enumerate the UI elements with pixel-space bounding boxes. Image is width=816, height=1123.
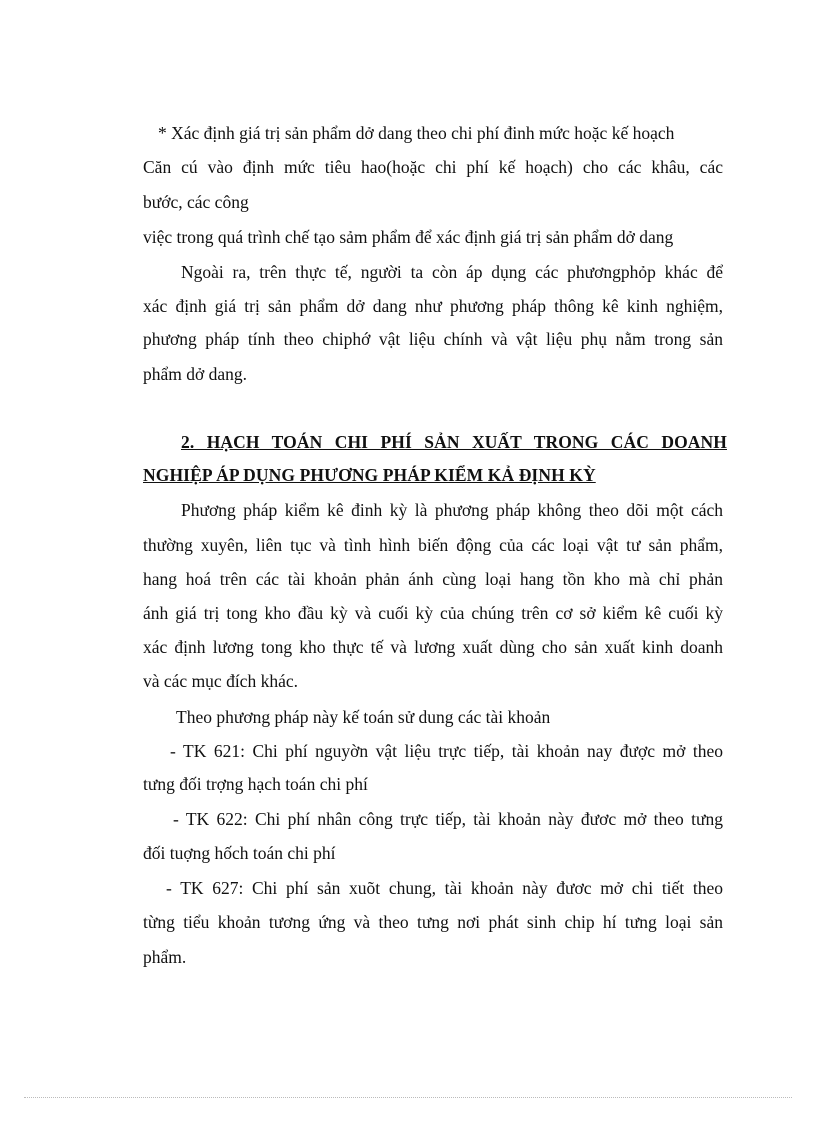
tk627-line-3: phẩm.	[143, 947, 187, 967]
page-footer-divider	[24, 1097, 792, 1098]
tk621-line-1: - TK 621: Chi phí nguyờn vật liệu trực tiếp, tài khoản nay được mở theo	[170, 741, 723, 761]
intro-line-3: bước, các công	[143, 192, 249, 212]
para1-line-2: xác định giá trị sản phẩm dở dang như phương pháp thông kê kinh nghiệm,	[143, 296, 723, 316]
para2-line-4: ánh giá trị tong kho đầu kỳ và cuối kỳ của chúng trên cơ sở kiểm kê cuối kỳ	[143, 603, 723, 623]
intro-line-4: việc trong quá trình chế tạo sảm phẩm để xác định giá trị sản phẩm dở dang	[143, 227, 674, 247]
tk622-line-2: đối tuợng hốch toán chi phí	[143, 843, 336, 863]
tk621-line-2: tưng đối trợng hạch toán chi phí	[143, 774, 368, 794]
section-heading-line-2: NGHIỆP ÁP DỤNG PHƯƠNG PHÁP KIỂM KẢ ĐỊNH KỲ	[143, 465, 596, 485]
para1-line-4: phẩm dở dang.	[143, 364, 248, 384]
tk627-line-2: từng tiểu khoản tương ứng và theo tưng nơi phát sinh chip hí tưng loại sản	[143, 912, 723, 932]
para2-line-5: xác định lương tong kho thực tế và lương xuất dùng cho sản xuất kinh doanh	[143, 637, 723, 657]
para2-line-1: Phương pháp kiểm kê đinh kỳ là phương pháp không theo dõi một cách	[181, 500, 723, 520]
tk627-line-1: - TK 627: Chi phí sản xuõt chung, tài khoản này đươc mở chi tiết theo	[166, 878, 723, 898]
para2-line-2: thường xuyên, liên tục và tình hình biến động của các loại vật tư sản phẩm,	[143, 535, 723, 555]
para2-line-6: và các mục đích khác.	[143, 671, 298, 691]
para3-line-1: Theo phương pháp này kế toán sử dung các tài khoản	[176, 707, 551, 727]
tk622-line-1: - TK 622: Chi phí nhân công trực tiếp, tài khoản này đươc mở theo tưng	[173, 809, 723, 829]
para1-line-3: phương pháp tính theo chiphớ vật liệu chính và vật liệu phụ nằm trong sản	[143, 329, 723, 349]
intro-line-2: Căn cú vào định mức tiêu hao(hoặc chi phí kế hoạch) cho các khâu, các	[143, 157, 723, 177]
intro-line-1: * Xác định giá trị sản phẩm dở dang theo chi phí đinh mức hoặc kế hoạch	[158, 123, 675, 143]
section-heading-line-1: 2. HẠCH TOÁN CHI PHÍ SẢN XUẤT TRONG CÁC DOANH	[181, 432, 727, 452]
para1-line-1: Ngoài ra, trên thực tế, người ta còn áp dụng các phươngphỏp khác để	[181, 262, 723, 282]
para2-line-3: hang hoá trên các tài khoản phản ánh cùng loại hang tồn kho mà chỉ phản	[143, 569, 723, 589]
